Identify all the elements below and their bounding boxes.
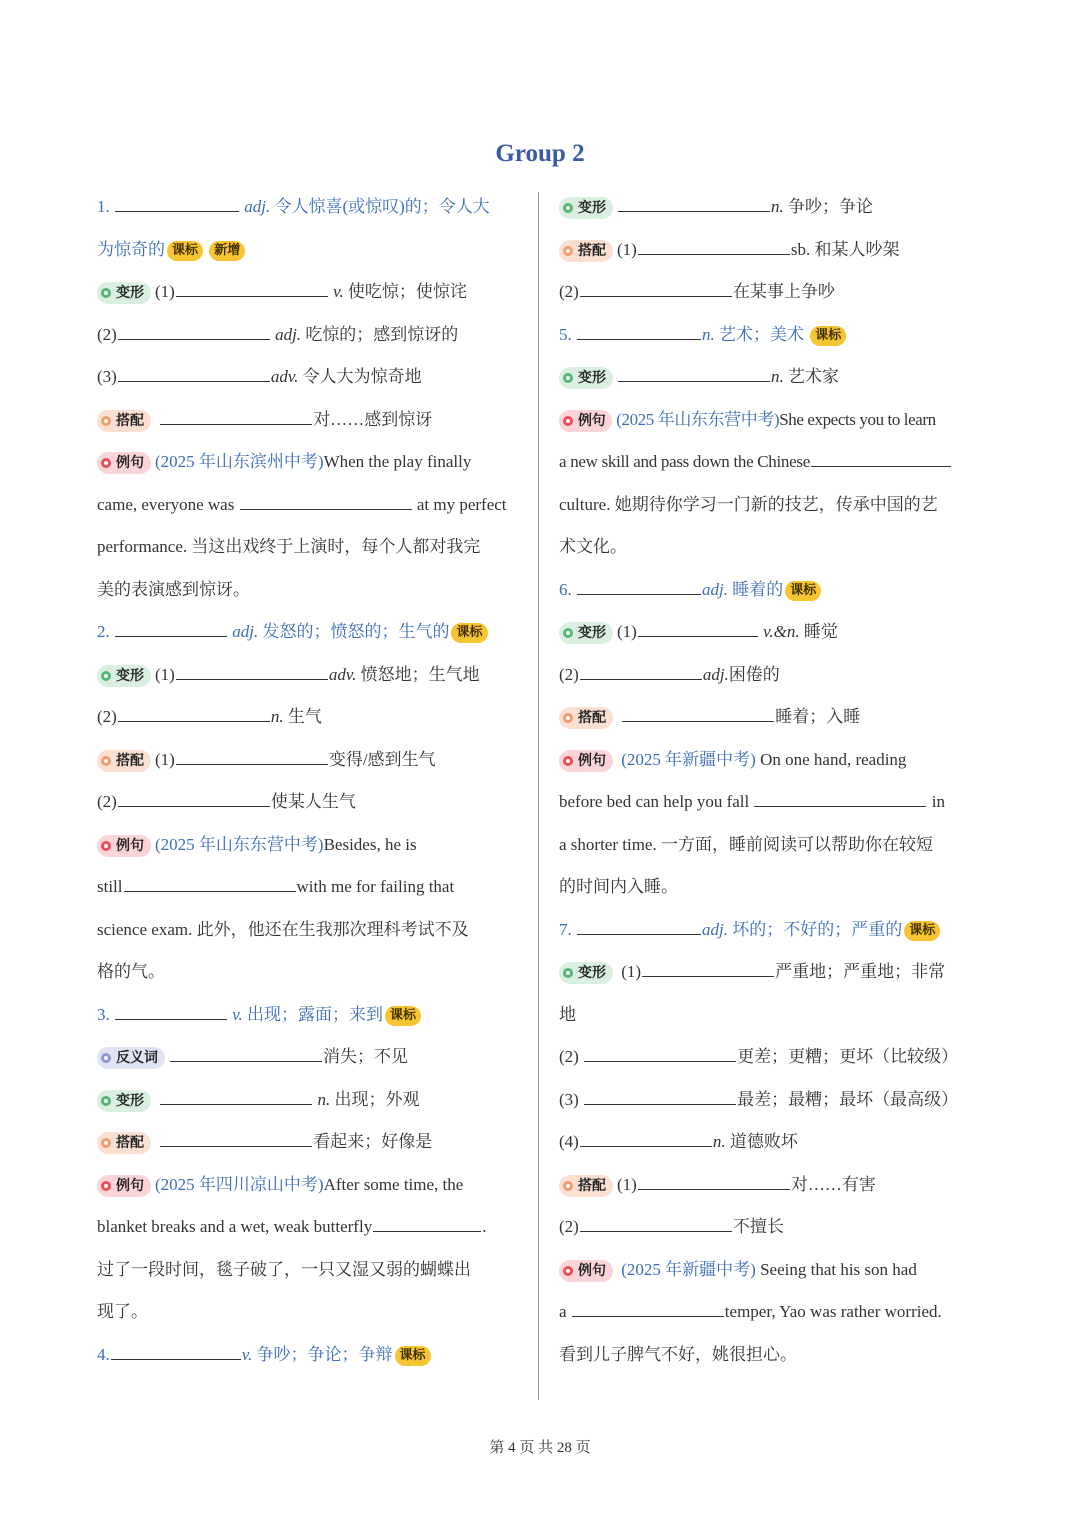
entry-6-collocation: 搭配 睡着；入睡	[559, 696, 985, 739]
answer-blank[interactable]	[811, 448, 951, 467]
dot-icon	[101, 841, 111, 851]
kebiao-badge: 课标	[785, 581, 821, 601]
entry-3-form: 变形 n. 出现；外观	[97, 1079, 523, 1122]
dot-icon	[101, 1138, 111, 1148]
entry-5-example-4: 术文化。	[559, 537, 627, 556]
answer-blank[interactable]	[118, 363, 270, 382]
kebiao-badge: 课标	[167, 241, 203, 261]
entry-4-collocation-1: 搭配 (1) sb. 和某人吵架	[559, 229, 985, 272]
entry-6-headword: 6. adj. 睡着的 课标	[559, 569, 985, 612]
entry-2-example-4: 格的气。	[97, 962, 165, 981]
right-column	[559, 186, 985, 1376]
liju-tag: 例句	[559, 410, 612, 432]
bianxing-tag: 变形	[559, 197, 613, 219]
bianxing-tag: 变形	[559, 622, 613, 644]
entry-3-example-4: 现了。	[97, 1302, 148, 1321]
answer-blank[interactable]	[638, 236, 790, 255]
entry-5-example: 例句 (2025 年山东东营中考)She expects you to learn	[559, 399, 985, 442]
entry-6-form-2: (2) adj.困倦的	[559, 654, 985, 697]
entry-7-form-3: (3) 最差；最糟；最坏（最高级）	[559, 1079, 985, 1122]
answer-blank[interactable]	[584, 1043, 736, 1062]
entry-1-example-4: 美的表演感到惊讶。	[97, 579, 250, 599]
answer-blank[interactable]	[754, 788, 926, 807]
bianxing-tag: 变形	[559, 962, 613, 984]
kebiao-badge: 课标	[451, 623, 487, 643]
dapei-tag: 搭配	[559, 240, 613, 262]
answer-blank[interactable]	[580, 1128, 712, 1147]
meaning: 令人惊喜(或惊叹)的；令人大	[274, 197, 490, 216]
entry-7-collocation-2: (2) 不擅长	[559, 1206, 985, 1249]
left-column	[97, 186, 523, 1376]
dot-icon	[563, 756, 573, 766]
answer-blank[interactable]	[622, 703, 774, 722]
entry-4-headword: 4. v. 争吵；争论；争辩 课标	[97, 1334, 523, 1377]
entry-3-collocation: 搭配 看起来；好像是	[97, 1121, 523, 1164]
dot-icon	[563, 1266, 573, 1276]
answer-blank[interactable]	[577, 321, 701, 340]
dapei-tag: 搭配	[559, 707, 613, 729]
dot-icon	[563, 628, 573, 638]
dapei-tag: 搭配	[97, 750, 151, 772]
entry-6-example-3: a shorter time. 一方面，睡前阅读可以帮助你在较短	[559, 834, 933, 854]
entry-3-headword: 3. v. 出现；露面；来到 课标	[97, 994, 523, 1037]
entry-2-form-2: (2) n. 生气	[97, 696, 523, 739]
entry-7-form-1-cont: 地	[559, 1004, 576, 1024]
answer-blank[interactable]	[176, 661, 328, 680]
column-divider	[538, 192, 539, 1400]
dot-icon	[563, 416, 573, 426]
entry-7-example-3: 看到儿子脾气不好，姚很担心。	[559, 1344, 797, 1364]
entry-5-form: 变形 n. 艺术家	[559, 356, 985, 399]
kebiao-badge: 课标	[904, 921, 940, 941]
answer-blank[interactable]	[240, 491, 412, 510]
answer-blank[interactable]	[115, 618, 227, 637]
answer-blank[interactable]	[118, 788, 270, 807]
entry-3-antonym: 反义词 消失；不见	[97, 1036, 523, 1079]
answer-blank[interactable]	[638, 618, 758, 637]
bianxing-tag: 变形	[97, 1090, 151, 1112]
liju-tag: 例句	[97, 452, 151, 474]
answer-blank[interactable]	[115, 1001, 227, 1020]
entry-6-example: 例句 (2025 年新疆中考) On one hand, reading	[559, 739, 985, 782]
liju-tag: 例句	[97, 1175, 151, 1197]
entry-7-form-1: 变形 (1) 严重地；严重地；非常	[559, 951, 985, 994]
dapei-tag: 搭配	[559, 1175, 613, 1197]
entry-2-headword: 2. adj. 发怒的；愤怒的；生气的 课标	[97, 611, 523, 654]
dot-icon	[101, 288, 111, 298]
entry-3-example-2: blanket breaks and a wet, weak butterfly .	[97, 1206, 523, 1249]
entry-2-collocation-1: 搭配 (1) 变得/感到生气	[97, 739, 523, 782]
entry-1-headword	[97, 186, 523, 229]
part-of-speech: adj.	[244, 197, 271, 216]
entry-6-form-1: 变形 (1) v.&n. 睡觉	[559, 611, 985, 654]
entry-5-example-2: a new skill and pass down the Chinese	[559, 441, 985, 484]
entry-6-example-2: before bed can help you fall in	[559, 781, 985, 824]
entry-number: 1.	[97, 197, 110, 216]
entry-1-example-3: performance. 当这出戏终于上演时，每个人都对我完	[97, 537, 481, 556]
answer-blank[interactable]	[160, 406, 312, 425]
entry-7-example: 例句 (2025 年新疆中考) Seeing that his son had	[559, 1249, 985, 1292]
entry-2-example-3: science exam. 此外，他还在生我那次理科考试不及	[97, 919, 469, 939]
dot-icon	[101, 1053, 111, 1063]
dot-icon	[563, 203, 573, 213]
entry-5-headword: 5. n. 艺术；美术 课标	[559, 314, 985, 357]
entry-5-example-3: culture. 她期待你学习一门新的技艺，传承中国的艺	[559, 494, 938, 514]
entry-4-form: 变形 n. 争吵；争论	[559, 186, 985, 229]
xinzeng-badge: 新增	[209, 241, 245, 261]
answer-blank[interactable]	[580, 1213, 732, 1232]
entry-6-example-4: 的时间内入睡。	[559, 877, 678, 896]
dot-icon	[101, 458, 111, 468]
entry-1-form-3: (3) adv. 令人大为惊奇地	[97, 356, 523, 399]
answer-blank[interactable]	[638, 1171, 790, 1190]
page-title: Group 2	[495, 140, 585, 167]
entry-7-form-4: (4) n. 道德败坏	[559, 1121, 985, 1164]
meaning: 为惊奇的	[97, 239, 165, 259]
entry-7-example-2: a temper, Yao was rather worried.	[559, 1291, 985, 1334]
kebiao-badge: 课标	[810, 326, 846, 346]
fanyici-tag: 反义词	[97, 1047, 165, 1069]
answer-blank[interactable]	[373, 1213, 481, 1232]
dot-icon	[101, 756, 111, 766]
liju-tag: 例句	[559, 1260, 613, 1282]
entry-1-example-2: came, everyone was at my perfect	[97, 484, 523, 527]
entry-3-example-3: 过了一段时间，毯子破了，一只又湿又弱的蝴蝶出	[97, 1259, 471, 1279]
dot-icon	[101, 416, 111, 426]
bianxing-tag: 变形	[559, 367, 613, 389]
answer-blank[interactable]	[111, 1341, 241, 1360]
dot-icon	[101, 1181, 111, 1191]
answer-blank[interactable]	[572, 1298, 724, 1317]
entry-4-collocation-2: (2) 在某事上争吵	[559, 271, 985, 314]
entry-7-form-2: (2) 更差；更糟；更坏（比较级）	[559, 1036, 985, 1079]
liju-tag: 例句	[559, 750, 613, 772]
dot-icon	[563, 246, 573, 256]
answer-blank[interactable]	[160, 1086, 312, 1105]
answer-blank[interactable]	[160, 1128, 312, 1147]
entry-1-form-1: 变形 (1) v. 使吃惊；使惊诧	[97, 271, 523, 314]
answer-blank[interactable]	[577, 916, 701, 935]
entry-1-collocation: 搭配 对……感到惊讶	[97, 399, 523, 442]
kebiao-badge: 课标	[385, 1006, 421, 1026]
bianxing-tag: 变形	[97, 665, 151, 687]
entry-7-collocation-1: 搭配 (1) 对……有害	[559, 1164, 985, 1207]
entry-1-headword-cont	[97, 229, 523, 272]
entry-3-example: 例句 (2025 年四川凉山中考)After some time, the	[97, 1164, 523, 1207]
dot-icon	[563, 713, 573, 723]
answer-blank[interactable]	[115, 193, 239, 212]
dot-icon	[563, 1181, 573, 1191]
liju-tag: 例句	[97, 835, 151, 857]
answer-blank[interactable]	[618, 193, 770, 212]
page-footer: 第 4 页 共 28 页	[489, 1440, 591, 1456]
answer-blank[interactable]	[176, 278, 328, 297]
entry-7-headword: 7. adj. 坏的；不好的；严重的 课标	[559, 909, 985, 952]
answer-blank[interactable]	[176, 746, 328, 765]
entry-1-example: 例句 (2025 年山东滨州中考)When the play finally	[97, 441, 523, 484]
kebiao-badge: 课标	[395, 1346, 431, 1366]
dot-icon	[563, 373, 573, 383]
bianxing-tag: 变形	[97, 282, 151, 304]
entry-2-example-2: still with me for failing that	[97, 866, 523, 909]
answer-blank[interactable]	[170, 1043, 322, 1062]
answer-blank[interactable]	[577, 576, 701, 595]
dot-icon	[101, 671, 111, 681]
answer-blank[interactable]	[584, 1086, 736, 1105]
dot-icon	[101, 1096, 111, 1106]
dapei-tag: 搭配	[97, 1132, 151, 1154]
entry-2-collocation-2: (2) 使某人生气	[97, 781, 523, 824]
entry-2-example: 例句 (2025 年山东东营中考)Besides, he is	[97, 824, 523, 867]
answer-blank[interactable]	[118, 321, 270, 340]
entry-1-form-2: (2) adj. 吃惊的；感到惊讶的	[97, 314, 523, 357]
answer-blank[interactable]	[580, 661, 702, 680]
dapei-tag: 搭配	[97, 410, 151, 432]
answer-blank[interactable]	[618, 363, 770, 382]
dot-icon	[563, 968, 573, 978]
entry-2-form-1: 变形 (1) adv. 愤怒地；生气地	[97, 654, 523, 697]
answer-blank[interactable]	[642, 958, 774, 977]
answer-blank[interactable]	[580, 278, 732, 297]
answer-blank[interactable]	[124, 873, 296, 892]
answer-blank[interactable]	[118, 703, 270, 722]
